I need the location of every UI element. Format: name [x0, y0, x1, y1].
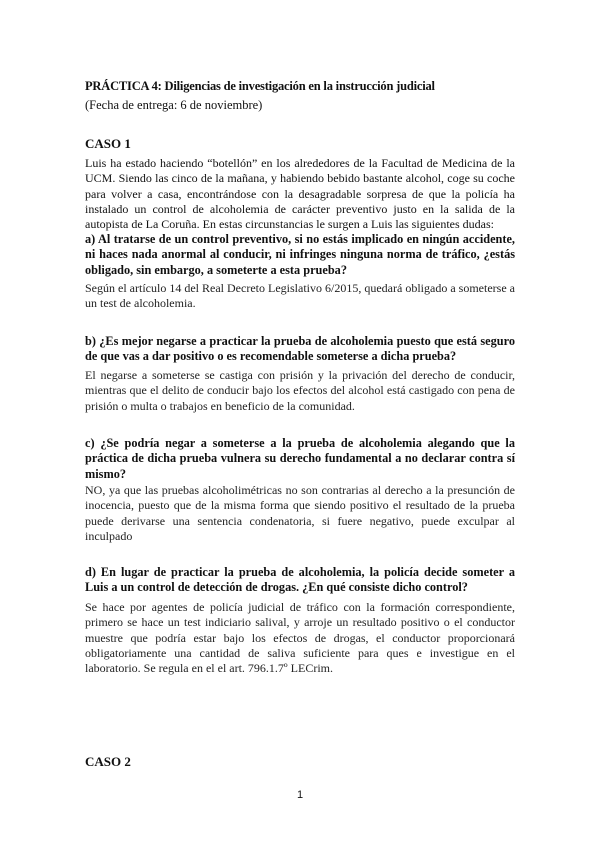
question-b: b) ¿Es mejor negarse a practicar la prueba de alcoholemia puesto que está seguro de que vas a dar positivo o es recomendable someterse a dicha prueba?: [85, 334, 515, 364]
caso-2-heading: CASO 2: [85, 754, 131, 769]
question-d: d) En lugar de practicar la prueba de alcoholemia, la policía decide someter a Luis a un control de detección de drogas. ¿En qué consiste dicho control?: [85, 565, 515, 595]
answer-c: NO, ya que las pruebas alcoholimétricas no son contrarias al derecho a la presunción de inocencia, puesto que de la misma forma que siendo positivo el resultado de la prueba puede derivarse una sentencia condenatoria, si fuere negativo, puede exculpar al inculpado: [85, 483, 515, 543]
delivery-date: (Fecha de entrega: 6 de noviembre): [85, 98, 263, 112]
answer-d: Se hace por agentes de policía judicial de tráfico con la formación correspondiente, primero se hace un test indiciario salival, y arroje un resultado positivo o el conductor muestre que podría estar bajo los efectos de drogas, el conductor proporcionará obligatoriamente una cantidad de saliva suficiente para ques e investigue en el laboratorio. Se regula en el el art. 796.1.7º LECrim.: [85, 600, 515, 676]
question-c: c) ¿Se podría negar a someterse a la prueba de alcoholemia alegando que la práctica de dicha prueba vulnera su derecho fundamental a no declarar contra sí mismo?: [85, 436, 515, 481]
answer-b: El negarse a someterse se castiga con prisión y la privación del derecho de conducir, mientras que el delito de conducir bajo los efectos del alcohol está castigado con pena de prisión o multa o trabajos en beneficio de la comunidad.: [85, 368, 515, 413]
question-a: a) Al tratarse de un control preventivo, si no estás implicado en ningún accidente, ni haces nada anormal al conducir, ni infringes ninguna norma de tráfico, ¿estás obligado, sin embargo, a someterte a esta prueba?: [85, 232, 515, 277]
page-number: 1: [296, 789, 304, 801]
document-title: PRÁCTICA 4: Diligencias de investigación en la instrucción judicial: [85, 79, 435, 93]
answer-a: Según el artículo 14 del Real Decreto Legislativo 6/2015, quedará obligado a someterse a un test de alcoholemia.: [85, 281, 515, 311]
caso-1-heading: CASO 1: [85, 136, 131, 151]
caso-1-intro: Luis ha estado haciendo “botellón” en los alrededores de la Facultad de Medicina de la UCM. Siendo las cinco de la mañana, y habiendo bebido bastante alcohol, coge su coche para volver a casa, encontrándose con la desagradable sorpresa de que la policía ha instalado un control de alcoholemia de carácter preventivo justo en la salida de la autopista de La Coruña. En estas circunstancias le surgen a Luis las siguientes dudas:: [85, 156, 515, 232]
